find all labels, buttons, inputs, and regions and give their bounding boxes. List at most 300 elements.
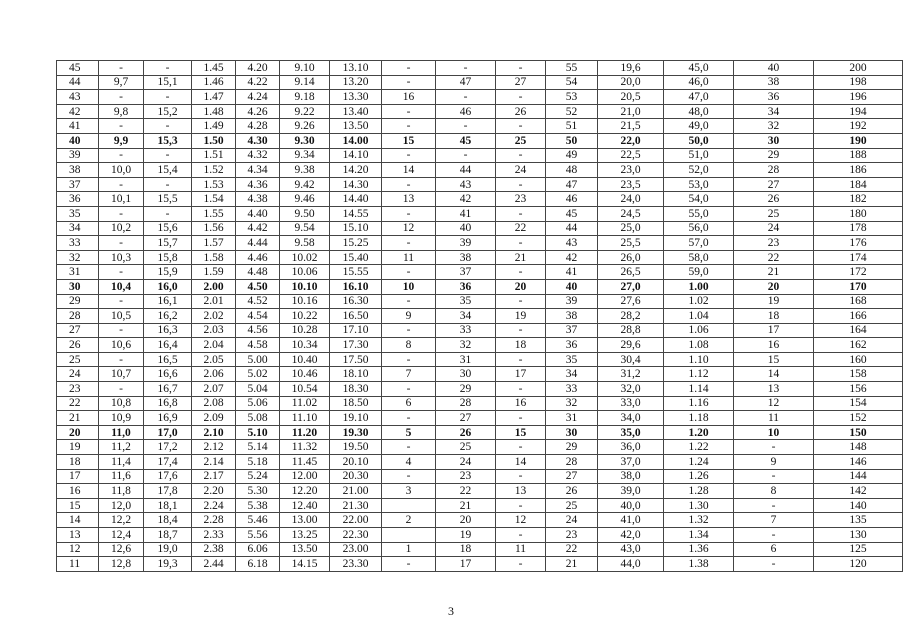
table-cell: -: [496, 236, 546, 251]
table-cell: 2.05: [192, 352, 236, 367]
table-cell: 14: [382, 163, 436, 178]
table-cell: 13.00: [280, 513, 330, 528]
table-cell: 164: [814, 323, 903, 338]
table-cell: 1.02: [664, 294, 734, 309]
table-cell: 5.18: [236, 455, 280, 470]
table-cell: 9.30: [280, 133, 330, 148]
table-cell: 10,7: [99, 367, 144, 382]
table-cell: -: [496, 557, 546, 572]
table-cell: 22: [734, 250, 814, 265]
table-cell: 23: [496, 192, 546, 207]
table-cell: 29: [436, 382, 496, 397]
table-cell: 17: [436, 557, 496, 572]
table-cell: 17,4: [144, 455, 192, 470]
table-cell: 25: [496, 133, 546, 148]
table-cell: 20: [57, 425, 99, 440]
table-cell: 26: [496, 104, 546, 119]
table-cell: -: [99, 382, 144, 397]
table-cell: 42: [436, 192, 496, 207]
table-cell: 24: [734, 221, 814, 236]
table-cell: 13.30: [330, 90, 382, 105]
table-cell: 12: [734, 396, 814, 411]
table-cell: 13: [734, 382, 814, 397]
table-cell: 18: [496, 338, 546, 353]
table-cell: 9: [734, 455, 814, 470]
table-cell: 15,7: [144, 236, 192, 251]
table-cell: 9.14: [280, 75, 330, 90]
table-cell: 42,0: [598, 528, 664, 543]
table-row: [57, 279, 903, 294]
table-cell: 16: [57, 484, 99, 499]
table-cell: 30: [546, 425, 598, 440]
table-cell: 156: [814, 382, 903, 397]
table-cell: 15,8: [144, 250, 192, 265]
table-cell: 5.04: [236, 382, 280, 397]
table-cell: 31: [436, 352, 496, 367]
table-cell: 158: [814, 367, 903, 382]
table-cell: 37: [436, 265, 496, 280]
table-row: [57, 192, 903, 207]
table-cell: 16,5: [144, 352, 192, 367]
table-cell: -: [382, 236, 436, 251]
table-cell: -: [382, 61, 436, 76]
table-cell: 182: [814, 192, 903, 207]
table-cell: 168: [814, 294, 903, 309]
table-cell: 4.48: [236, 265, 280, 280]
table-cell: 26: [546, 484, 598, 499]
table-cell: 34: [57, 221, 99, 236]
table-cell: 14: [57, 513, 99, 528]
table-row: [57, 90, 903, 105]
table-cell: 20.30: [330, 469, 382, 484]
table-cell: 21,5: [598, 119, 664, 134]
table-cell: 10,3: [99, 250, 144, 265]
table-cell: 32: [546, 396, 598, 411]
table-cell: 12: [57, 542, 99, 557]
table-cell: 172: [814, 265, 903, 280]
table-cell: 13.50: [280, 542, 330, 557]
table-cell: 178: [814, 221, 903, 236]
table-cell: 52: [546, 104, 598, 119]
table-cell: 15,9: [144, 265, 192, 280]
table-cell: [382, 528, 436, 543]
table-cell: 38: [436, 250, 496, 265]
table-row: [57, 425, 903, 440]
table-cell: 1.53: [192, 177, 236, 192]
table-cell: 27,0: [598, 279, 664, 294]
table-cell: 13.50: [330, 119, 382, 134]
table-cell: 53,0: [664, 177, 734, 192]
table-cell: 8: [382, 338, 436, 353]
table-cell: 16.30: [330, 294, 382, 309]
table-cell: 40: [546, 279, 598, 294]
table-cell: 2.01: [192, 294, 236, 309]
table-cell: -: [99, 265, 144, 280]
table-cell: 194: [814, 104, 903, 119]
table-cell: 10,4: [99, 279, 144, 294]
table-cell: 12.20: [280, 484, 330, 499]
table-cell: 29: [546, 440, 598, 455]
table-cell: 13: [57, 528, 99, 543]
table-cell: 13.40: [330, 104, 382, 119]
table-cell: 2.20: [192, 484, 236, 499]
table-row: [57, 148, 903, 163]
table-cell: 16.10: [330, 279, 382, 294]
table-cell: 15: [496, 425, 546, 440]
table-cell: 19: [57, 440, 99, 455]
table-cell: 1.06: [664, 323, 734, 338]
table-cell: 7: [382, 367, 436, 382]
table-cell: 23: [546, 528, 598, 543]
table-cell: 23: [734, 236, 814, 251]
table-row: [57, 338, 903, 353]
table-cell: 11.32: [280, 440, 330, 455]
table-cell: 32: [436, 338, 496, 353]
table-cell: 146: [814, 455, 903, 470]
table-cell: 27: [436, 411, 496, 426]
table-cell: 21.30: [330, 498, 382, 513]
table-cell: 1.46: [192, 75, 236, 90]
table-cell: 33: [436, 323, 496, 338]
table-cell: 120: [814, 557, 903, 572]
table-cell: 20,0: [598, 75, 664, 90]
table-cell: 30: [734, 133, 814, 148]
table-cell: 27: [546, 469, 598, 484]
table-cell: 4.24: [236, 90, 280, 105]
score-table-container: [56, 60, 867, 572]
table-cell: -: [144, 90, 192, 105]
table-cell: 44,0: [598, 557, 664, 572]
table-cell: 16,1: [144, 294, 192, 309]
table-cell: 31: [57, 265, 99, 280]
table-row: [57, 75, 903, 90]
table-cell: 1.32: [664, 513, 734, 528]
table-cell: 41: [57, 119, 99, 134]
table-row: [57, 411, 903, 426]
table-row: [57, 119, 903, 134]
table-cell: 18,4: [144, 513, 192, 528]
table-cell: 35: [546, 352, 598, 367]
table-cell: -: [496, 265, 546, 280]
table-cell: 190: [814, 133, 903, 148]
table-cell: 20,5: [598, 90, 664, 105]
table-cell: 1.50: [192, 133, 236, 148]
table-cell: 19: [734, 294, 814, 309]
table-cell: 4.34: [236, 163, 280, 178]
table-cell: 5.56: [236, 528, 280, 543]
table-cell: 23: [57, 382, 99, 397]
table-cell: -: [144, 177, 192, 192]
table-cell: 15: [382, 133, 436, 148]
table-cell: 148: [814, 440, 903, 455]
table-cell: 1.22: [664, 440, 734, 455]
table-cell: 10,8: [99, 396, 144, 411]
table-cell: 9.18: [280, 90, 330, 105]
table-cell: 23.30: [330, 557, 382, 572]
table-cell: 17,2: [144, 440, 192, 455]
table-cell: 26: [734, 192, 814, 207]
table-row: [57, 133, 903, 148]
table-cell: 19.10: [330, 411, 382, 426]
table-cell: -: [496, 528, 546, 543]
table-cell: 2.38: [192, 542, 236, 557]
table-cell: 10.02: [280, 250, 330, 265]
table-cell: 36: [436, 279, 496, 294]
table-row: [57, 163, 903, 178]
table-cell: -: [382, 177, 436, 192]
table-cell: 14.10: [330, 148, 382, 163]
table-cell: 46: [436, 104, 496, 119]
table-cell: 9.26: [280, 119, 330, 134]
table-row: [57, 528, 903, 543]
table-cell: 27,6: [598, 294, 664, 309]
table-cell: 1.18: [664, 411, 734, 426]
table-cell: -: [734, 498, 814, 513]
table-cell: 9.34: [280, 148, 330, 163]
table-cell: 1.55: [192, 206, 236, 221]
table-cell: 40: [734, 61, 814, 76]
table-cell: 18,7: [144, 528, 192, 543]
table-cell: 15,6: [144, 221, 192, 236]
table-cell: 4.56: [236, 323, 280, 338]
table-cell: 1.45: [192, 61, 236, 76]
table-cell: 17: [734, 323, 814, 338]
table-cell: 2.44: [192, 557, 236, 572]
table-cell: 160: [814, 352, 903, 367]
table-cell: 1.30: [664, 498, 734, 513]
table-cell: 31,2: [598, 367, 664, 382]
table-cell: 12,2: [99, 513, 144, 528]
table-cell: 50,0: [664, 133, 734, 148]
table-cell: 24: [546, 513, 598, 528]
table-cell: 17.10: [330, 323, 382, 338]
table-cell: 39: [436, 236, 496, 251]
table-cell: 176: [814, 236, 903, 251]
table-cell: 44: [546, 221, 598, 236]
table-cell: 4.54: [236, 309, 280, 324]
table-cell: 1.49: [192, 119, 236, 134]
table-cell: 25,0: [598, 221, 664, 236]
table-cell: -: [382, 411, 436, 426]
table-cell: -: [436, 148, 496, 163]
table-cell: 24: [436, 455, 496, 470]
table-cell: 25: [436, 440, 496, 455]
table-cell: -: [496, 294, 546, 309]
table-cell: 170: [814, 279, 903, 294]
table-cell: 23: [436, 469, 496, 484]
table-cell: 11.45: [280, 455, 330, 470]
table-cell: 24: [57, 367, 99, 382]
table-cell: 35,0: [598, 425, 664, 440]
table-cell: 59,0: [664, 265, 734, 280]
table-cell: -: [382, 352, 436, 367]
table-cell: 35: [436, 294, 496, 309]
table-cell: 29: [734, 148, 814, 163]
table-cell: 2.24: [192, 498, 236, 513]
table-cell: 4.58: [236, 338, 280, 353]
table-cell: -: [734, 440, 814, 455]
table-cell: 2.17: [192, 469, 236, 484]
table-row: [57, 513, 903, 528]
table-cell: 47: [436, 75, 496, 90]
table-cell: 26,0: [598, 250, 664, 265]
table-cell: -: [496, 382, 546, 397]
table-cell: 188: [814, 148, 903, 163]
table-cell: 19.50: [330, 440, 382, 455]
table-cell: 1.36: [664, 542, 734, 557]
table-cell: 11.02: [280, 396, 330, 411]
table-cell: 4.36: [236, 177, 280, 192]
table-cell: 11: [496, 542, 546, 557]
table-cell: 19,0: [144, 542, 192, 557]
table-cell: 20: [436, 513, 496, 528]
table-cell: 5.00: [236, 352, 280, 367]
table-cell: -: [99, 148, 144, 163]
table-cell: 4.28: [236, 119, 280, 134]
table-cell: 11: [382, 250, 436, 265]
table-cell: -: [144, 61, 192, 76]
table-cell: 10,2: [99, 221, 144, 236]
table-cell: 25: [734, 206, 814, 221]
table-cell: 43,0: [598, 542, 664, 557]
table-cell: -: [496, 206, 546, 221]
table-cell: 40: [57, 133, 99, 148]
table-cell: 9.54: [280, 221, 330, 236]
table-cell: 46,0: [664, 75, 734, 90]
table-cell: 2.10: [192, 425, 236, 440]
table-cell: 34: [546, 367, 598, 382]
table-cell: 32: [57, 250, 99, 265]
table-cell: 4: [382, 455, 436, 470]
table-cell: 1.24: [664, 455, 734, 470]
table-row: [57, 265, 903, 280]
table-cell: 18,1: [144, 498, 192, 513]
table-cell: 166: [814, 309, 903, 324]
table-cell: 31: [546, 411, 598, 426]
table-cell: 48,0: [664, 104, 734, 119]
table-cell: 14.40: [330, 192, 382, 207]
table-cell: 16,3: [144, 323, 192, 338]
table-cell: 28,2: [598, 309, 664, 324]
table-cell: 18.50: [330, 396, 382, 411]
table-cell: 17: [57, 469, 99, 484]
table-cell: 10: [734, 425, 814, 440]
table-cell: 125: [814, 542, 903, 557]
table-cell: 16: [734, 338, 814, 353]
table-cell: 11,8: [99, 484, 144, 499]
table-cell: 47,0: [664, 90, 734, 105]
table-cell: 186: [814, 163, 903, 178]
table-cell: 44: [57, 75, 99, 90]
table-cell: -: [436, 90, 496, 105]
table-cell: 21: [546, 557, 598, 572]
table-cell: 10.46: [280, 367, 330, 382]
table-cell: 18: [734, 309, 814, 324]
table-cell: 2.08: [192, 396, 236, 411]
table-cell: 5: [382, 425, 436, 440]
page-number: 3: [448, 604, 454, 618]
table-cell: -: [382, 382, 436, 397]
table-cell: -: [382, 294, 436, 309]
table-cell: 1.28: [664, 484, 734, 499]
table-cell: 45: [57, 61, 99, 76]
table-cell: 48: [546, 163, 598, 178]
table-cell: -: [99, 90, 144, 105]
table-cell: 23.00: [330, 542, 382, 557]
table-cell: 34: [734, 104, 814, 119]
table-cell: 45: [546, 206, 598, 221]
table-cell: 2.14: [192, 455, 236, 470]
table-cell: 10.28: [280, 323, 330, 338]
table-cell: -: [436, 119, 496, 134]
table-cell: 50: [546, 133, 598, 148]
table-cell: 10: [382, 279, 436, 294]
table-cell: 14.30: [330, 177, 382, 192]
table-cell: -: [99, 323, 144, 338]
table-cell: 17.30: [330, 338, 382, 353]
table-cell: 1.20: [664, 425, 734, 440]
table-cell: 16,4: [144, 338, 192, 353]
table-cell: -: [496, 352, 546, 367]
table-cell: 144: [814, 469, 903, 484]
table-cell: 23,0: [598, 163, 664, 178]
table-cell: 21,0: [598, 104, 664, 119]
table-cell: 9,9: [99, 133, 144, 148]
table-cell: -: [734, 528, 814, 543]
table-cell: 38: [546, 309, 598, 324]
table-cell: 49,0: [664, 119, 734, 134]
table-cell: 15,1: [144, 75, 192, 90]
table-cell: 4.44: [236, 236, 280, 251]
table-cell: 17.50: [330, 352, 382, 367]
table-cell: -: [382, 265, 436, 280]
table-cell: 12.00: [280, 469, 330, 484]
table-cell: 27: [496, 75, 546, 90]
table-cell: 1.10: [664, 352, 734, 367]
table-cell: 2: [382, 513, 436, 528]
table-cell: -: [382, 75, 436, 90]
table-cell: 25,5: [598, 236, 664, 251]
table-cell: 142: [814, 484, 903, 499]
table-row: [57, 455, 903, 470]
table-cell: 30,4: [598, 352, 664, 367]
table-body: [57, 61, 903, 572]
table-cell: 52,0: [664, 163, 734, 178]
table-cell: 10,1: [99, 192, 144, 207]
table-cell: 15,4: [144, 163, 192, 178]
table-cell: 5.14: [236, 440, 280, 455]
table-cell: -: [99, 177, 144, 192]
table-cell: 40,0: [598, 498, 664, 513]
table-cell: 27: [734, 177, 814, 192]
table-cell: 15.40: [330, 250, 382, 265]
table-cell: 1.12: [664, 367, 734, 382]
table-cell: 4.32: [236, 148, 280, 163]
table-row: [57, 498, 903, 513]
table-cell: 57,0: [664, 236, 734, 251]
table-cell: 1.47: [192, 90, 236, 105]
table-cell: 9.42: [280, 177, 330, 192]
table-cell: 56,0: [664, 221, 734, 236]
table-cell: 1.57: [192, 236, 236, 251]
table-cell: 15: [57, 498, 99, 513]
table-cell: 51,0: [664, 148, 734, 163]
table-cell: 36: [546, 338, 598, 353]
table-row: [57, 177, 903, 192]
table-cell: 4.30: [236, 133, 280, 148]
table-cell: 9.46: [280, 192, 330, 207]
table-row: [57, 367, 903, 382]
